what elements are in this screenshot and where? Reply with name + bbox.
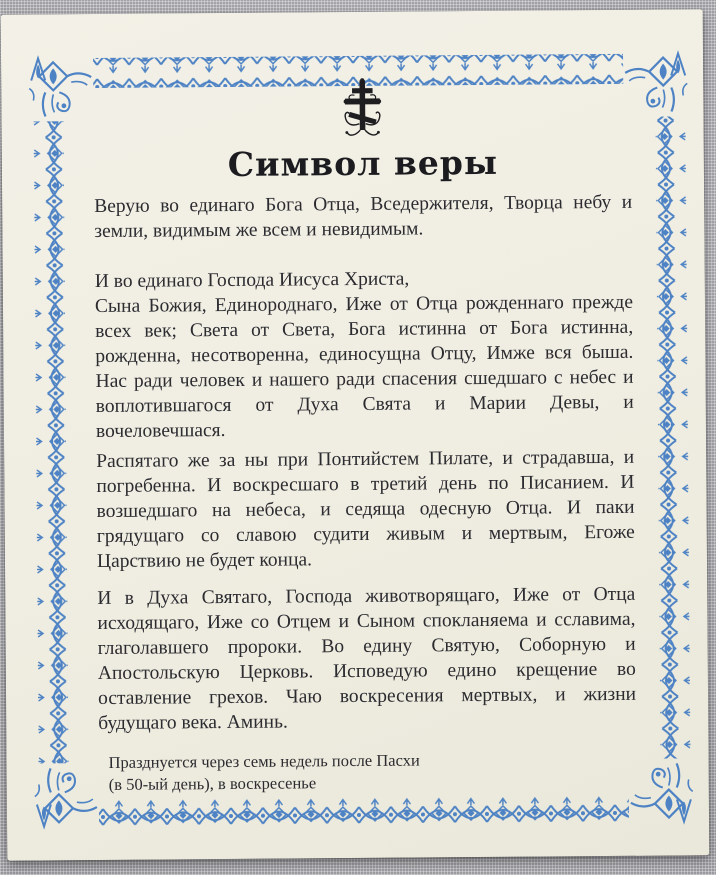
corner-ornament-top-right (625, 53, 687, 111)
corner-ornament-bottom-right (631, 763, 693, 821)
prayer-card (1, 9, 710, 860)
creed-paragraph-4: Распятаго же за ны при Понтийстем Пилате, и страдавша, и погребенна. И воскресшаго в третий день по Писанием. И возшедшаго на небеса, и седяща одесную Отца. И паки грядущаго со славою судити живым и мертвым, Егоже Царствию не будет конца. (96, 446, 635, 573)
corner-ornament-bottom-left (35, 768, 97, 826)
creed-paragraph-2: И во единаго Господа Иисуса Христа, (94, 268, 410, 293)
page-title: Символ веры (227, 142, 499, 184)
creed-paragraph-3: Сына Божия, Единороднаго, Иже от Отца рожденнаго прежде всех век; Света от Света, Бога истинна от Бога истинна, рожденна, несотворенна, единосущна Отцу, Имже вся быша. Нас ради человек и нашего ради спасения сшедшаго с небес и воплотившагося от Духа Свята и Марии Девы, и вочеловечшася. (94, 291, 634, 443)
corner-ornament-top-left (29, 58, 91, 116)
feast-note-line-1: Празднуется через семь недель после Пасхи (108, 750, 420, 772)
feast-note-line-2: (в 50-ый день), в воскресенье (108, 773, 317, 794)
feast-note (108, 748, 636, 796)
orthodox-cross-icon (93, 76, 631, 142)
ornamental-border (1, 9, 703, 15)
creed-paragraph-5: И в Духа Святаго, Господа животворящаго, Иже от Отца исходящаго, Иже со Отцем и Сыном спокланяема и сславима, глаголавшего пророки. Во едину Святую, Соборную и Апостольскую Церковь. Исповедую едино крещение во оставление грехов. Чаю воскресения мертвых, и жизни будущаго века. Аминь. (97, 583, 637, 735)
prayer-text-block (93, 76, 637, 796)
creed-paragraph-1: Верую во единаго Бога Отца, Вседержителя, Творца небу и земли, видимым же всем и невидимым. (94, 191, 633, 243)
